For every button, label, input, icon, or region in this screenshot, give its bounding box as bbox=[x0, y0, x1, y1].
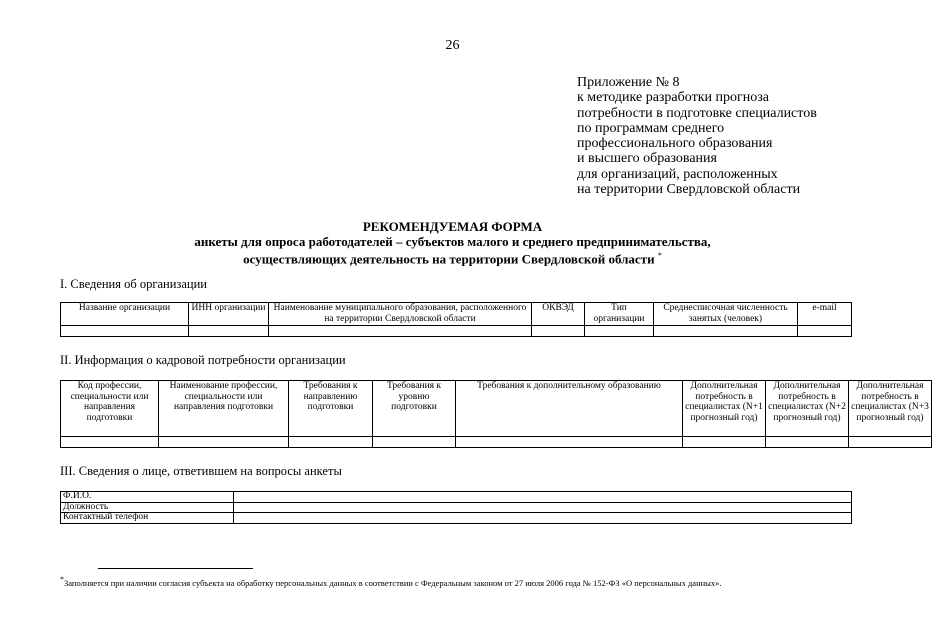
table-cell[interactable] bbox=[61, 326, 189, 337]
table-row bbox=[61, 502, 852, 513]
column-header: Код профессии, специальности или направления подготовки bbox=[61, 381, 159, 437]
table-cell[interactable] bbox=[269, 326, 532, 337]
appendix-line: профессионального образования bbox=[577, 136, 773, 152]
staffing-needs-table bbox=[60, 380, 932, 448]
table-cell[interactable] bbox=[585, 326, 654, 337]
table-cell[interactable] bbox=[61, 437, 159, 448]
footnote-reference: * bbox=[657, 251, 662, 260]
column-header: Требования к направлению подготовки bbox=[289, 381, 373, 437]
table-cell[interactable] bbox=[373, 437, 456, 448]
table-cell[interactable] bbox=[766, 437, 849, 448]
table-row bbox=[61, 513, 852, 524]
page-number: 26 bbox=[445, 38, 460, 53]
section1-heading: I. Сведения об организации bbox=[60, 277, 207, 291]
appendix-line: для организаций, расположенных bbox=[577, 166, 778, 182]
position-value-cell[interactable] bbox=[234, 502, 852, 513]
respondent-table bbox=[60, 491, 852, 524]
footnote bbox=[60, 574, 850, 589]
table-row bbox=[61, 437, 932, 448]
appendix-header bbox=[577, 75, 817, 197]
column-header: Требования к дополнительному образованию bbox=[456, 381, 683, 437]
column-header: Название организации bbox=[61, 303, 189, 326]
section2-heading: II. Информация о кадровой потребности организации bbox=[60, 353, 346, 367]
table-row bbox=[61, 326, 852, 337]
table-header-row bbox=[61, 303, 852, 326]
column-header: ИНН организации bbox=[189, 303, 269, 326]
appendix-line: и высшего образования bbox=[577, 151, 717, 167]
column-header: Дополнительная потребность в специалистах (N+1 прогнозный год) bbox=[683, 381, 766, 437]
name-value-cell[interactable] bbox=[234, 492, 852, 503]
section3-heading: III. Сведения о лице, ответившем на вопросы анкеты bbox=[60, 464, 342, 478]
column-header: Тип организации bbox=[585, 303, 654, 326]
table-cell[interactable] bbox=[798, 326, 852, 337]
phone-value-cell[interactable] bbox=[234, 513, 852, 524]
column-header: Дополнительная потребность в специалистах (N+2 прогнозный год) bbox=[766, 381, 849, 437]
footnote-mark: * bbox=[60, 575, 64, 584]
column-header: Дополнительная потребность в специалистах (N+3 прогнозный год) bbox=[849, 381, 932, 437]
table-cell[interactable] bbox=[289, 437, 373, 448]
appendix-line: по программам среднего bbox=[577, 120, 725, 136]
column-header: Наименование муниципального образования, расположенного на территории Свердловской области bbox=[269, 303, 532, 326]
column-header: Наименование профессии, специальности или направления подготовки bbox=[159, 381, 289, 437]
footnote-divider bbox=[98, 568, 253, 569]
column-header: ОКВЭД bbox=[532, 303, 585, 326]
organization-table bbox=[60, 302, 852, 337]
column-header: Среднесписочная численность занятых (человек) bbox=[654, 303, 798, 326]
appendix-line: к методике разработки прогноза bbox=[577, 90, 769, 106]
table-cell[interactable] bbox=[654, 326, 798, 337]
footnote-text: Заполняется при наличии согласия субъекта на обработку персональных данных в соответствии с Федеральным законом от 27 июля 2006 года № 152-ФЗ «О персональных данных». bbox=[64, 577, 722, 588]
table-cell[interactable] bbox=[849, 437, 932, 448]
row-label-phone: Контактный телефон bbox=[61, 513, 234, 524]
table-cell[interactable] bbox=[456, 437, 683, 448]
row-label-name: Ф.И.О. bbox=[61, 492, 234, 503]
column-header: e-mail bbox=[798, 303, 852, 326]
appendix-line: Приложение № 8 bbox=[577, 75, 680, 90]
table-header-row bbox=[61, 381, 932, 437]
table-cell[interactable] bbox=[189, 326, 269, 337]
form-title-line2: анкеты для опроса работодателей – субъектов малого и среднего предпринимательства, bbox=[194, 233, 711, 249]
form-title-line1: РЕКОМЕНДУЕМАЯ ФОРМА bbox=[362, 219, 543, 234]
column-header: Требования к уровню подготовки bbox=[373, 381, 456, 437]
table-row bbox=[61, 492, 852, 503]
appendix-line: на территории Свердловской области bbox=[577, 182, 801, 198]
form-title bbox=[0, 220, 905, 267]
row-label-position: Должность bbox=[61, 502, 234, 513]
table-cell[interactable] bbox=[532, 326, 585, 337]
appendix-line: потребности в подготовке специалистов bbox=[577, 105, 817, 121]
table-cell[interactable] bbox=[159, 437, 289, 448]
form-title-line3: осуществляющих деятельность на территории Свердловской области bbox=[243, 251, 655, 267]
table-cell[interactable] bbox=[683, 437, 766, 448]
